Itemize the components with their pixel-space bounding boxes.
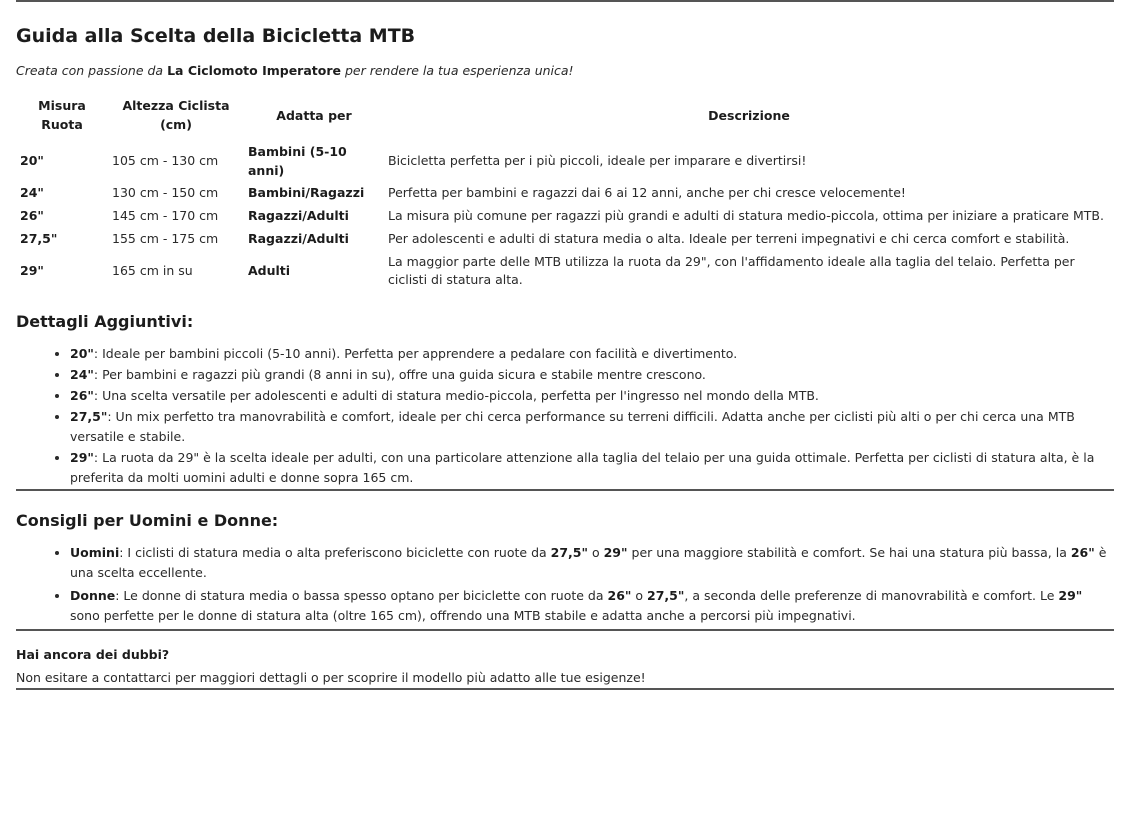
cell-altezza-ciclista: 145 cm - 170 cm xyxy=(112,208,219,224)
details-heading: Dettagli Aggiuntivi: xyxy=(16,312,194,332)
cell-adatta-per: Ragazzi/Adulti xyxy=(248,208,349,224)
cell-altezza-ciclista: 130 cm - 150 cm xyxy=(112,185,219,201)
table-row xyxy=(16,182,1114,205)
top-divider xyxy=(16,0,1114,2)
cell-altezza-ciclista: 165 cm in su xyxy=(112,263,193,279)
page-subtitle: Creata con passione da La Ciclomoto Imperatore per rendere la tua esperienza unica! xyxy=(16,62,574,78)
details-list-item: • 27,5": Un mix perfetto tra manovrabilità e comfort, ideale per chi cerca performance su terreni difficili. Adatta anche per ciclisti più alti o per chi cerca una MTB versatile e stabile. xyxy=(70,407,1114,447)
cell-descrizione: Perfetta per bambini e ragazzi dai 6 ai 12 anni, anche per chi cresce velocemente! xyxy=(388,185,906,201)
cell-altezza-ciclista: 155 cm - 175 cm xyxy=(112,230,219,246)
details-list xyxy=(16,344,1114,488)
advice-list-item: • Donne: Le donne di statura media o bassa spesso optano per biciclette con ruote da 26" o 27,5", a seconda delle preferenze di manovrabilità e comfort. Le 29" sono perfette per le donne di statura alta (oltre 165 cm), offrendo una MTB stabile e adatta anche a percorsi più impegnativi. xyxy=(70,586,1114,626)
table-row xyxy=(16,205,1114,228)
cell-adatta-per: Adulti xyxy=(248,263,291,279)
cell-adatta-per: Bambini/Ragazzi xyxy=(248,185,365,201)
bottom-divider xyxy=(16,688,1114,690)
column-header-misura-ruota: Misura Ruota xyxy=(38,98,86,133)
cell-altezza-ciclista: 105 cm - 130 cm xyxy=(112,153,219,169)
details-list-item: • 20": Ideale per bambini piccoli (5-10 anni). Perfetta per apprendere a pedalare con facilità e divertimento. xyxy=(70,344,1114,364)
cell-adatta-per: Ragazzi/Adulti xyxy=(248,230,349,246)
cell-misura-ruota: 29" xyxy=(20,263,44,279)
cell-descrizione: Per adolescenti e adulti di statura media o alta. Ideale per terreni impegnativi e chi cerca comfort e stabilità. xyxy=(388,230,1070,246)
cell-misura-ruota: 20" xyxy=(20,153,44,169)
cell-descrizione: Bicicletta perfetta per i più piccoli, ideale per imparare e divertirsi! xyxy=(388,153,807,169)
table-row xyxy=(16,251,1114,293)
advice-list-item: • Uomini: I ciclisti di statura media o alta preferiscono biciclette con ruote da 27,5" o 29" per una maggiore stabilità e comfort. Se hai una statura più bassa, la 26" è una scelta eccellente. xyxy=(70,543,1114,583)
cell-descrizione: La maggior parte delle MTB utilizza la ruota da 29", con l'affidamento ideale alla taglia del telaio. Perfetta per ciclisti di statura alta. xyxy=(388,253,1075,288)
cell-misura-ruota: 26" xyxy=(20,208,44,224)
cell-descrizione: La misura più comune per ragazzi più grandi e adulti di statura medio-piccola, ottima per iniziare a praticare MTB. xyxy=(388,208,1104,224)
footer-text: Non esitare a contattarci per maggiori dettagli o per scoprire il modello più adatto alle tue esigenze! xyxy=(16,669,646,685)
column-header-descrizione: Descrizione xyxy=(708,107,790,123)
advice-heading: Consigli per Uomini e Donne: xyxy=(16,511,279,531)
table-body xyxy=(16,141,1114,292)
cell-adatta-per: Bambini (5-10 anni) xyxy=(248,143,347,178)
table-row xyxy=(16,141,1114,183)
table-row xyxy=(16,228,1114,251)
table-header-row xyxy=(16,95,1114,141)
footer-question: Hai ancora dei dubbi? xyxy=(16,647,170,663)
section-divider xyxy=(16,629,1114,631)
section-divider xyxy=(16,489,1114,491)
column-header-altezza-ciclista: Altezza Ciclista (cm) xyxy=(122,98,230,133)
advice-list xyxy=(16,543,1114,626)
details-list-item: • 29": La ruota da 29" è la scelta ideale per adulti, con una particolare attenzione alla taglia del telaio per una guida ottimale. Perfetta per ciclisti di statura alta, è la preferita da molti uomini adulti e donne sopra 165 cm. xyxy=(70,448,1114,488)
wheel-size-table xyxy=(16,95,1114,292)
details-list-item: • 24": Per bambini e ragazzi più grandi (8 anni in su), offre una guida sicura e stabile mentre crescono. xyxy=(70,365,1114,385)
details-list-item: • 26": Una scelta versatile per adolescenti e adulti di statura medio-piccola, perfetta per l'ingresso nel mondo della MTB. xyxy=(70,386,1114,406)
cell-misura-ruota: 24" xyxy=(20,185,44,201)
column-header-adatta-per: Adatta per xyxy=(276,107,352,123)
cell-misura-ruota: 27,5" xyxy=(20,230,58,246)
page-title: Guida alla Scelta della Bicicletta MTB xyxy=(16,25,416,47)
